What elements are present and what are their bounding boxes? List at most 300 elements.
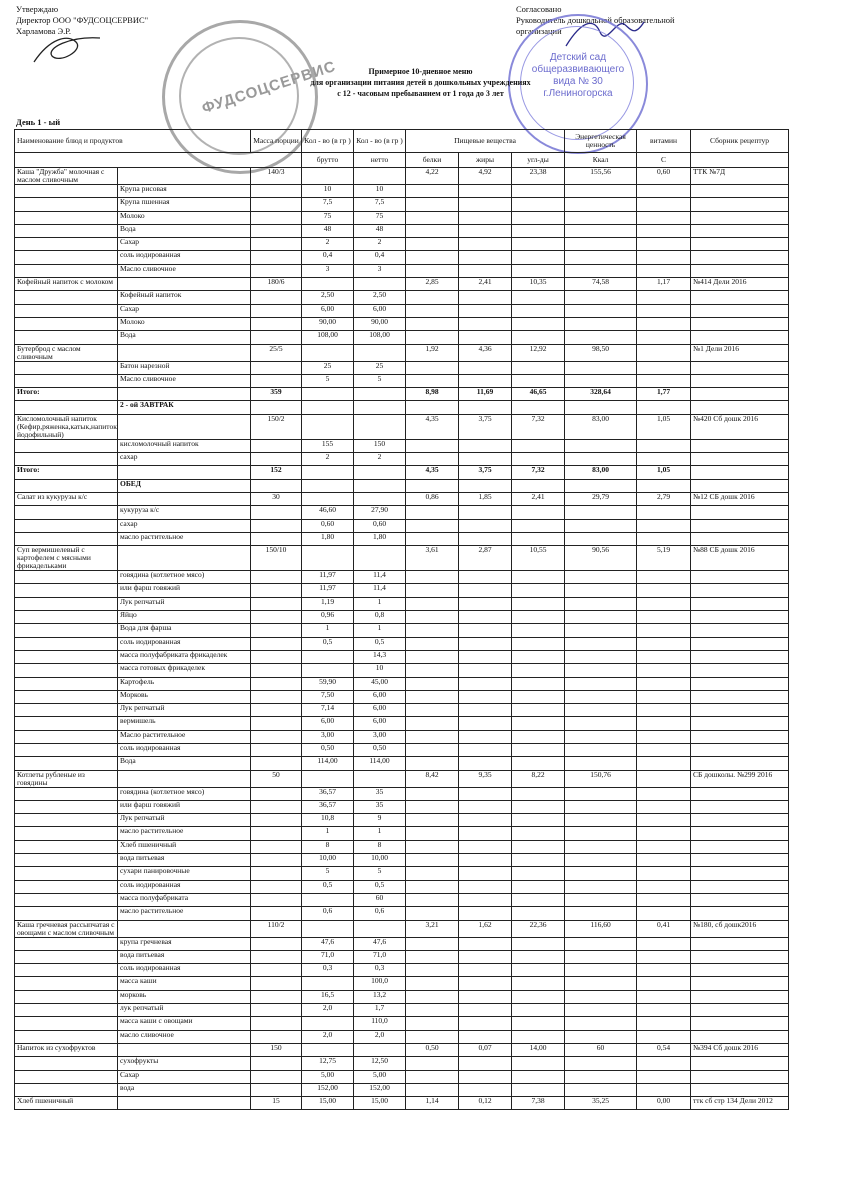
cell-vitamin-c — [637, 198, 691, 211]
cell-carbs — [512, 717, 565, 730]
cell-vitamin-c — [637, 374, 691, 387]
cell-portion — [251, 1070, 302, 1083]
cell-fat — [459, 291, 512, 304]
cell-kcal — [565, 1057, 637, 1070]
cell-ingredient-name: Вода для фарша — [118, 624, 251, 637]
cell-fat: 1,85 — [459, 492, 512, 505]
cell-protein — [406, 317, 459, 330]
cell-carbs — [512, 251, 565, 264]
cell-gross: 5 — [302, 374, 354, 387]
cell-dish-name — [15, 291, 118, 304]
ingredient-row — [15, 937, 789, 950]
dish-row — [15, 546, 789, 571]
total-row — [15, 466, 789, 479]
cell-carbs — [512, 787, 565, 800]
cell-fat — [459, 704, 512, 717]
cell-net — [354, 414, 406, 439]
cell-vitamin-c — [637, 950, 691, 963]
cell-fat — [459, 743, 512, 756]
dish-row — [15, 920, 789, 937]
cell-protein: 4,22 — [406, 168, 459, 185]
cell-carbs — [512, 331, 565, 344]
cell-gross — [302, 466, 354, 479]
cell-vitamin-c: 0,00 — [637, 1097, 691, 1110]
cell-net: 14,3 — [354, 650, 406, 663]
cell-net: 27,90 — [354, 506, 406, 519]
cell-net: 12,50 — [354, 1057, 406, 1070]
cell-ingredient-name: говядина (котлетное мясо) — [118, 571, 251, 584]
cell-portion — [251, 304, 302, 317]
cell-fat — [459, 800, 512, 813]
cell-vitamin-c — [637, 519, 691, 532]
cell-carbs — [512, 840, 565, 853]
cell-net: 1 — [354, 624, 406, 637]
cell-recipe-ref: №180, сб дошк2016 — [691, 920, 789, 937]
cell-recipe-ref — [691, 198, 789, 211]
cell-net: 10 — [354, 664, 406, 677]
cell-gross — [302, 650, 354, 663]
cell-ingredient-name: Яйцо — [118, 611, 251, 624]
cell-fat — [459, 317, 512, 330]
cell-ingredient-name: Сахар — [118, 304, 251, 317]
cell-portion — [251, 584, 302, 597]
day-label: День 1 - ый — [16, 117, 61, 127]
cell-carbs — [512, 224, 565, 237]
ingredient-row — [15, 331, 789, 344]
cell-fat — [459, 1057, 512, 1070]
cell-kcal — [565, 1030, 637, 1043]
cell-carbs: 7,38 — [512, 1097, 565, 1110]
cell-portion — [251, 840, 302, 853]
subheader-brutto: брутто — [302, 153, 354, 168]
ingredient-row — [15, 787, 789, 800]
cell-ingredient-name: Хлеб пшеничный — [118, 840, 251, 853]
cell-ingredient-name: или фарш говяжий — [118, 800, 251, 813]
cell-protein — [406, 814, 459, 827]
cell-vitamin-c: 0,41 — [637, 920, 691, 937]
cell-net: 11,4 — [354, 571, 406, 584]
table-header-row — [15, 130, 789, 153]
cell-net: 1 — [354, 597, 406, 610]
cell-portion — [251, 854, 302, 867]
cell-fat — [459, 990, 512, 1003]
cell-ingredient-name: Вода — [118, 331, 251, 344]
cell-gross: 3,00 — [302, 730, 354, 743]
cell-kcal — [565, 401, 637, 414]
cell-dish-name — [15, 211, 118, 224]
cell-protein — [406, 291, 459, 304]
cell-recipe-ref — [691, 251, 789, 264]
cell-kcal — [565, 374, 637, 387]
cell-dish-name — [15, 264, 118, 277]
cell-recipe-ref — [691, 388, 789, 401]
cell-ingredient-name — [118, 1097, 251, 1110]
cell-recipe-ref — [691, 519, 789, 532]
cell-recipe-ref — [691, 361, 789, 374]
cell-gross: 108,00 — [302, 331, 354, 344]
cell-kcal — [565, 624, 637, 637]
cell-kcal — [565, 597, 637, 610]
cell-net: 0,4 — [354, 251, 406, 264]
cell-protein — [406, 950, 459, 963]
ingredient-row — [15, 637, 789, 650]
cell-gross: 46,60 — [302, 506, 354, 519]
cell-protein — [406, 907, 459, 920]
cell-protein — [406, 519, 459, 532]
cell-net: 71,0 — [354, 950, 406, 963]
cell-vitamin-c: 0,60 — [637, 168, 691, 185]
cell-gross: 71,0 — [302, 950, 354, 963]
cell-kcal — [565, 650, 637, 663]
cell-kcal — [565, 264, 637, 277]
ingredient-row — [15, 1070, 789, 1083]
cell-ingredient-name: морковь — [118, 990, 251, 1003]
cell-gross: 10,00 — [302, 854, 354, 867]
cell-recipe-ref — [691, 291, 789, 304]
cell-gross: 2 — [302, 238, 354, 251]
cell-dish-name — [15, 1004, 118, 1017]
cell-recipe-ref — [691, 211, 789, 224]
cell-portion — [251, 238, 302, 251]
cell-portion — [251, 827, 302, 840]
cell-portion: 150 — [251, 1043, 302, 1056]
cell-vitamin-c — [637, 880, 691, 893]
cell-ingredient-name — [118, 344, 251, 361]
cell-fat — [459, 867, 512, 880]
subheader-netto: нетто — [354, 153, 406, 168]
cell-gross: 11,97 — [302, 584, 354, 597]
cell-vitamin-c — [637, 532, 691, 545]
cell-gross: 6,00 — [302, 304, 354, 317]
cell-ingredient-name: вода питьевая — [118, 854, 251, 867]
ingredient-row — [15, 624, 789, 637]
cell-net: 108,00 — [354, 331, 406, 344]
cell-vitamin-c — [637, 770, 691, 787]
cell-kcal — [565, 840, 637, 853]
cell-recipe-ref — [691, 374, 789, 387]
cell-gross: 10 — [302, 185, 354, 198]
cell-ingredient-name: масса полуфабриката фрикаделек — [118, 650, 251, 663]
cell-carbs — [512, 893, 565, 906]
cell-ingredient-name: 2 - ой ЗАВТРАК — [118, 401, 251, 414]
cell-portion — [251, 264, 302, 277]
cell-gross: 15,00 — [302, 1097, 354, 1110]
cell-ingredient-name — [118, 278, 251, 291]
cell-protein — [406, 374, 459, 387]
cell-portion: 359 — [251, 388, 302, 401]
cell-dish-name — [15, 611, 118, 624]
cell-dish-name — [15, 677, 118, 690]
cell-carbs — [512, 506, 565, 519]
cell-ingredient-name: крупа гречневая — [118, 937, 251, 950]
cell-dish-name — [15, 990, 118, 1003]
cell-recipe-ref — [691, 1070, 789, 1083]
ingredient-row — [15, 814, 789, 827]
cell-kcal: 155,56 — [565, 168, 637, 185]
cell-recipe-ref — [691, 690, 789, 703]
cell-kcal — [565, 198, 637, 211]
cell-portion: 25/5 — [251, 344, 302, 361]
cell-portion — [251, 907, 302, 920]
cell-protein — [406, 704, 459, 717]
cell-fat — [459, 827, 512, 840]
cell-portion — [251, 611, 302, 624]
ingredient-row — [15, 730, 789, 743]
cell-net: 2,0 — [354, 1030, 406, 1043]
header-dish: Наименование блюд и продуктов — [15, 130, 251, 153]
cell-protein: 3,61 — [406, 546, 459, 571]
cell-portion — [251, 637, 302, 650]
cell-ingredient-name: Масло сливочное — [118, 264, 251, 277]
cell-recipe-ref — [691, 624, 789, 637]
ingredient-row — [15, 867, 789, 880]
cell-fat — [459, 814, 512, 827]
cell-net: 90,00 — [354, 317, 406, 330]
cell-recipe-ref — [691, 664, 789, 677]
cell-fat — [459, 304, 512, 317]
ingredient-row — [15, 950, 789, 963]
cell-net: 1,7 — [354, 1004, 406, 1017]
cell-dish-name: Напиток из сухофруктов — [15, 1043, 118, 1056]
ingredient-row — [15, 677, 789, 690]
cell-gross: 10,8 — [302, 814, 354, 827]
cell-kcal — [565, 238, 637, 251]
cell-recipe-ref — [691, 185, 789, 198]
cell-fat: 2,87 — [459, 546, 512, 571]
ingredient-row — [15, 251, 789, 264]
cell-portion: 180/6 — [251, 278, 302, 291]
cell-dish-name: Кофейный напиток с молоком — [15, 278, 118, 291]
cell-vitamin-c — [637, 251, 691, 264]
cell-vitamin-c — [637, 690, 691, 703]
cell-gross: 48 — [302, 224, 354, 237]
cell-portion — [251, 361, 302, 374]
cell-recipe-ref — [691, 479, 789, 492]
cell-carbs — [512, 757, 565, 770]
ingredient-row — [15, 964, 789, 977]
cell-ingredient-name: Лук репчатый — [118, 597, 251, 610]
cell-carbs — [512, 571, 565, 584]
cell-fat: 4,92 — [459, 168, 512, 185]
ingredient-row — [15, 584, 789, 597]
cell-protein — [406, 185, 459, 198]
cell-fat — [459, 964, 512, 977]
cell-gross: 0,96 — [302, 611, 354, 624]
cell-kcal: 29,79 — [565, 492, 637, 505]
cell-recipe-ref — [691, 717, 789, 730]
cell-carbs — [512, 814, 565, 827]
cell-recipe-ref — [691, 1004, 789, 1017]
cell-kcal — [565, 317, 637, 330]
cell-protein — [406, 1070, 459, 1083]
cell-carbs — [512, 743, 565, 756]
cell-kcal: 60 — [565, 1043, 637, 1056]
cell-vitamin-c: 2,79 — [637, 492, 691, 505]
cell-net: 5,00 — [354, 1070, 406, 1083]
cell-ingredient-name: Молоко — [118, 211, 251, 224]
cell-ingredient-name: масло растительное — [118, 827, 251, 840]
cell-protein: 4,35 — [406, 466, 459, 479]
ingredient-row — [15, 198, 789, 211]
ingredient-row — [15, 1083, 789, 1096]
subheader-vitamin-c: С — [637, 153, 691, 168]
cell-recipe-ref — [691, 893, 789, 906]
cell-ingredient-name: кисломолочный напиток — [118, 439, 251, 452]
cell-ingredient-name: Крупа пшенная — [118, 198, 251, 211]
cell-net: 2 — [354, 453, 406, 466]
cell-protein — [406, 479, 459, 492]
cell-fat — [459, 637, 512, 650]
cell-dish-name — [15, 717, 118, 730]
cell-ingredient-name — [118, 492, 251, 505]
ingredient-row — [15, 519, 789, 532]
cell-kcal — [565, 907, 637, 920]
cell-gross: 0,50 — [302, 743, 354, 756]
cell-net: 114,00 — [354, 757, 406, 770]
cell-recipe-ref — [691, 730, 789, 743]
cell-kcal — [565, 506, 637, 519]
cell-ingredient-name: сухофрукты — [118, 1057, 251, 1070]
cell-net: 47,6 — [354, 937, 406, 950]
cell-protein — [406, 1030, 459, 1043]
cell-dish-name — [15, 331, 118, 344]
cell-fat: 11,69 — [459, 388, 512, 401]
cell-vitamin-c: 1,05 — [637, 466, 691, 479]
cell-dish-name — [15, 730, 118, 743]
cell-carbs — [512, 867, 565, 880]
cell-gross: 0,5 — [302, 637, 354, 650]
ingredient-row — [15, 1057, 789, 1070]
cell-ingredient-name: Сахар — [118, 1070, 251, 1083]
cell-vitamin-c — [637, 1030, 691, 1043]
cell-vitamin-c — [637, 361, 691, 374]
cell-protein — [406, 361, 459, 374]
cell-kcal — [565, 757, 637, 770]
cell-vitamin-c — [637, 1017, 691, 1030]
cell-fat — [459, 664, 512, 677]
cell-portion: 30 — [251, 492, 302, 505]
cell-fat — [459, 439, 512, 452]
ingredient-row — [15, 704, 789, 717]
cell-carbs — [512, 401, 565, 414]
cell-fat — [459, 506, 512, 519]
cell-fat — [459, 1017, 512, 1030]
cell-vitamin-c — [637, 840, 691, 853]
cell-kcal — [565, 479, 637, 492]
approval-line: Директор ООО "ФУДСОЦСЕРВИС" — [16, 15, 149, 25]
cell-dish-name — [15, 317, 118, 330]
cell-portion: 150/2 — [251, 414, 302, 439]
cell-gross: 2,50 — [302, 291, 354, 304]
cell-kcal — [565, 717, 637, 730]
ingredient-row — [15, 571, 789, 584]
header-portion: Масса порции — [251, 130, 302, 153]
agreement-line: Руководитель дошкольной образовательной — [516, 15, 675, 25]
cell-dish-name — [15, 814, 118, 827]
cell-kcal — [565, 664, 637, 677]
menu-subtitle-age: с 12 - часовым пребыванием от 1 года до 3 лет — [337, 89, 504, 98]
ingredient-row — [15, 827, 789, 840]
header-gross: Кол - во (в гр ) — [302, 130, 354, 153]
subheader-blank — [691, 153, 789, 168]
cell-vitamin-c — [637, 990, 691, 1003]
cell-ingredient-name: Картофель — [118, 677, 251, 690]
cell-net: 45,00 — [354, 677, 406, 690]
cell-gross — [302, 664, 354, 677]
cell-portion — [251, 893, 302, 906]
cell-protein — [406, 690, 459, 703]
cell-vitamin-c — [637, 814, 691, 827]
cell-net: 9 — [354, 814, 406, 827]
cell-fat: 2,41 — [459, 278, 512, 291]
cell-dish-name — [15, 637, 118, 650]
cell-vitamin-c — [637, 893, 691, 906]
cell-kcal — [565, 730, 637, 743]
cell-dish-name — [15, 1017, 118, 1030]
cell-ingredient-name: ОБЕД — [118, 479, 251, 492]
cell-carbs — [512, 800, 565, 813]
cell-carbs — [512, 964, 565, 977]
cell-ingredient-name — [118, 168, 251, 185]
cell-portion — [251, 950, 302, 963]
cell-gross: 16,5 — [302, 990, 354, 1003]
cell-recipe-ref — [691, 677, 789, 690]
cell-kcal: 116,60 — [565, 920, 637, 937]
cell-protein — [406, 717, 459, 730]
cell-recipe-ref — [691, 840, 789, 853]
approval-line: Утверждаю — [16, 4, 59, 14]
cell-dish-name — [15, 304, 118, 317]
cell-carbs — [512, 532, 565, 545]
cell-dish-name — [15, 950, 118, 963]
cell-fat — [459, 611, 512, 624]
cell-fat — [459, 624, 512, 637]
cell-gross: 155 — [302, 439, 354, 452]
cell-fat — [459, 361, 512, 374]
cell-fat — [459, 331, 512, 344]
cell-portion: 15 — [251, 1097, 302, 1110]
cell-dish-name — [15, 624, 118, 637]
cell-fat — [459, 717, 512, 730]
cell-vitamin-c — [637, 854, 691, 867]
cell-protein — [406, 1083, 459, 1096]
cell-portion — [251, 479, 302, 492]
cell-vitamin-c — [637, 717, 691, 730]
cell-protein: 3,21 — [406, 920, 459, 937]
cell-kcal — [565, 1070, 637, 1083]
cell-protein: 8,42 — [406, 770, 459, 787]
cell-vitamin-c — [637, 571, 691, 584]
cell-recipe-ref: СБ дошколы. №299 2016 — [691, 770, 789, 787]
cell-protein: 0,50 — [406, 1043, 459, 1056]
cell-dish-name — [15, 374, 118, 387]
cell-kcal: 74,58 — [565, 278, 637, 291]
cell-dish-name — [15, 840, 118, 853]
cell-carbs: 22,36 — [512, 920, 565, 937]
cell-portion — [251, 730, 302, 743]
cell-dish-name — [15, 800, 118, 813]
cell-kcal — [565, 1004, 637, 1017]
cell-net — [354, 1043, 406, 1056]
ingredient-row — [15, 532, 789, 545]
cell-vitamin-c — [637, 1070, 691, 1083]
cell-dish-name — [15, 827, 118, 840]
cell-carbs: 7,32 — [512, 466, 565, 479]
cell-dish-name — [15, 893, 118, 906]
cell-vitamin-c: 5,19 — [637, 546, 691, 571]
cell-gross: 90,00 — [302, 317, 354, 330]
cell-dish-name — [15, 479, 118, 492]
